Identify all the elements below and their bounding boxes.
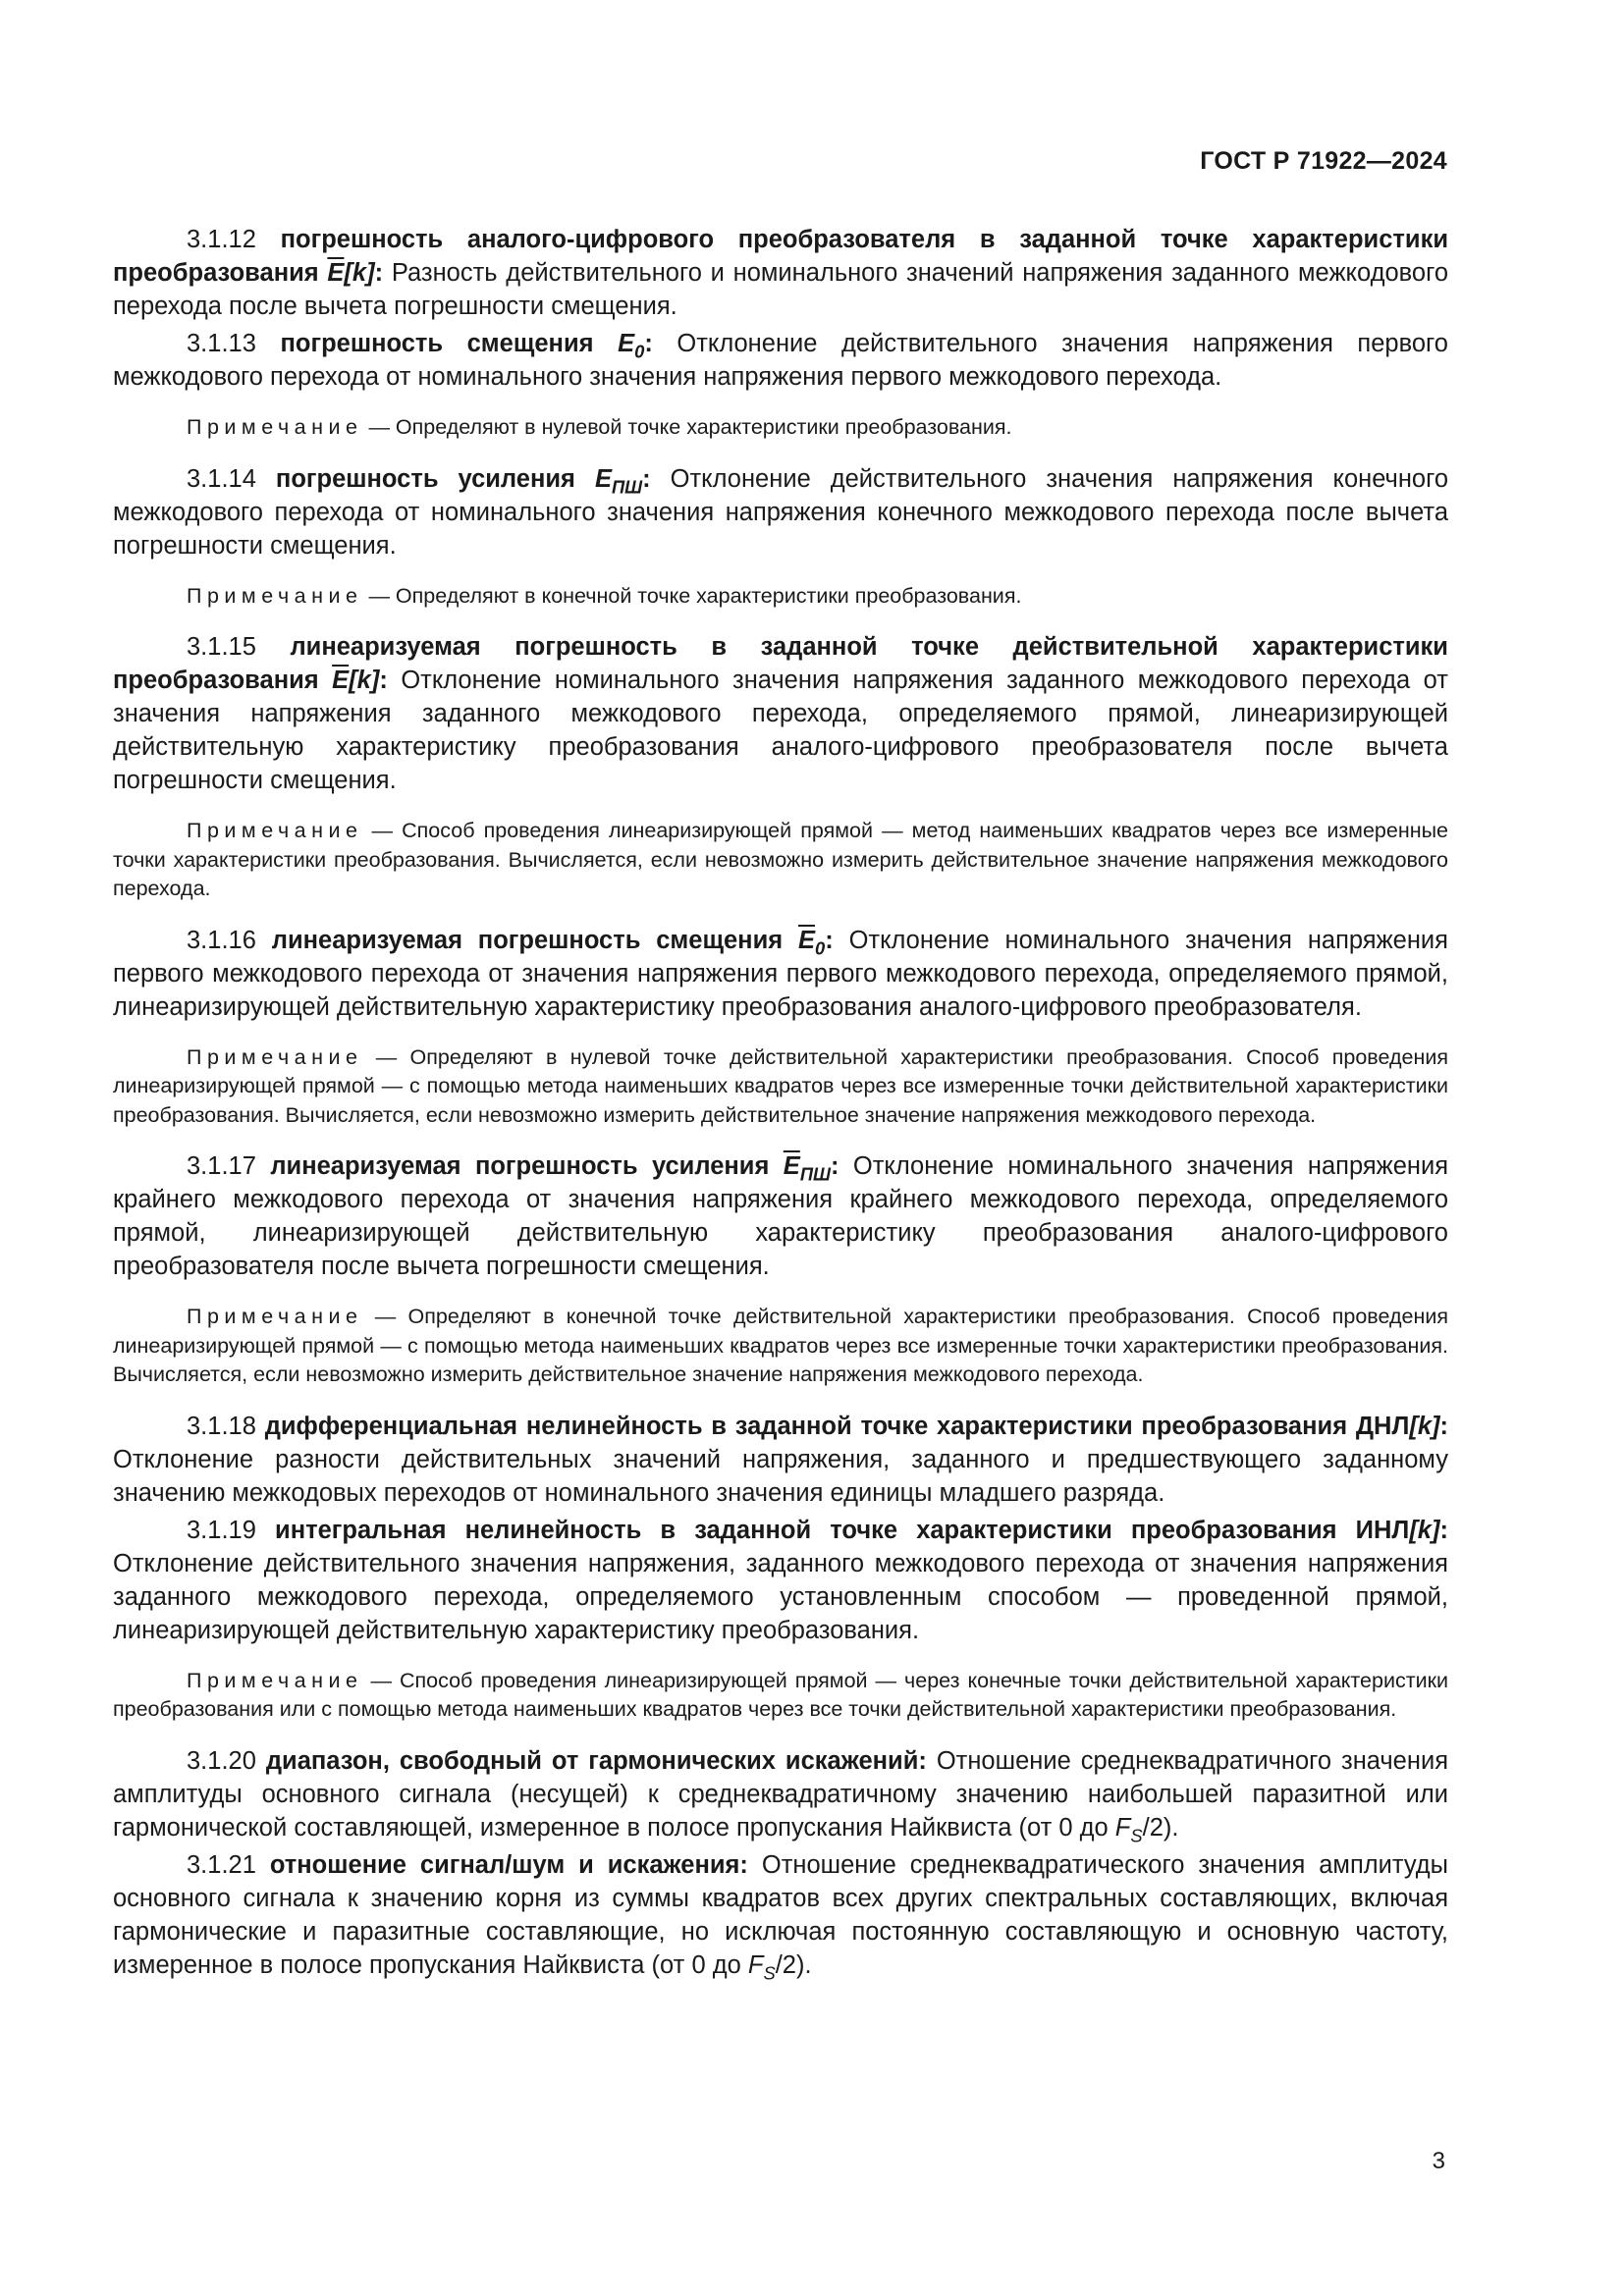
term-number: 3.1.21	[187, 1850, 256, 1879]
note-text: — Способ проведения линеаризирующей прямой — через конечные точки действительной характеристики преобразования или с помощью метода наименьших квадратов через все точки действительной характеристики преобразования.	[113, 1668, 1448, 1721]
term-inline-symbol: F	[1114, 1813, 1131, 1842]
term-symbol: $\overline{E}[k]$	[332, 667, 380, 694]
note-label: Примечание	[187, 415, 363, 439]
term-symbol: $E_{ПШ}$	[594, 464, 643, 497]
term-name: погрешность аналого-цифрового преобразователя в заданной точке характеристики преобразования	[113, 226, 1449, 287]
note	[113, 413, 1448, 443]
note	[113, 1043, 1448, 1131]
term-number: 3.1.12	[187, 226, 256, 253]
note-text: — Определяют в конечной точке характеристики преобразования.	[368, 583, 1022, 608]
term-definition: Отношение среднеквадратического значения амплитуды основного сигнала к значению корня из суммы квадратов всех других спектральных составляющих, включая гармонические и паразитные составляющие, но исключая постоянную составляющую и основную частоту, измеренное в полосе пропускания Найквиста (от 0 до	[113, 1850, 1448, 1979]
term-entry: 3.1.18 дифференциальная нелинейность в заданной точке характеристики преобразования ДНЛ[k]: Отклонение разности действительных значений напряжения, заданного и предшествующего заданному значению межкодовых переходов от номинального значения единицы младшего разряда.	[113, 1412, 1449, 1507]
term-inline-symbol: F	[747, 1950, 764, 1979]
note-label: Примечание	[187, 583, 363, 608]
term-number: 3.1.20	[187, 1746, 256, 1775]
term-entry: 3.1.21 отношение сигнал/шум и искажения: Отношение среднеквадратического значения амплитуды основного сигнала к значению корня из суммы квадратов всех других спектральных составляющих, включая гармонические и паразитные составляющие, но исключая постоянную составляющую и основную частоту, измеренное в полосе пропускания Найквиста (от 0 до $F_S/2$).	[113, 1850, 1448, 1983]
term-definition: Отклонение номинального значения напряжения заданного межкодового перехода от значения напряжения заданного межкодового перехода, определяемого прямой, линеаризирующей действительную характеристику преобразования аналого-цифрового преобразователя после вычета погрешности смещения.	[113, 667, 1448, 794]
term-symbol: $E_0$	[618, 330, 645, 362]
term-name: диапазон, свободный от гармонических искажений	[265, 1746, 919, 1775]
note-label: Примечание	[187, 1668, 363, 1692]
note-text: — Определяют в нулевой точке характеристики преобразования.	[368, 415, 1012, 439]
note	[113, 1303, 1448, 1390]
term-entry: 3.1.19 интегральная нелинейность в заданной точке характеристики преобразования ИНЛ[k]: Отклонение действительного значения напряжения, заданного межкодового перехода от значения напряжения заданного межкодового перехода, определяемого установленным способом — проведенной прямой, линеаризирующей действительную характеристику преобразования.	[113, 1516, 1448, 1644]
term-symbol: $\overline{E}_{ПШ}$	[783, 1152, 831, 1185]
term-definition: Отклонение действительного значения напряжения первого межкодового перехода от номинального значения напряжения первого межкодового перехода.	[113, 330, 1448, 391]
term-definition: Разность действительного и номинального значений напряжения заданного межкодового перехода после вычета погрешности смещения.	[113, 259, 1449, 320]
term-name: интегральная нелинейность в заданной точке характеристики преобразования	[275, 1516, 1337, 1544]
term-entry: 3.1.17 линеаризуемая погрешность усиления $\overline{E}_{ПШ}$: Отклонение номинального значения напряжения крайнего межкодового перехода от значения напряжения крайнего межкодового перехода, определяемого прямой, линеаризирующей действительную характеристику преобразования аналого-цифрового преобразователя после вычета погрешности смещения.	[113, 1152, 1449, 1280]
term-number: 3.1.17	[187, 1152, 256, 1180]
document-body	[113, 223, 1448, 1986]
note-text: — Определяют в нулевой точке действительной характеристики преобразования. Способ проведения линеаризирующей прямой — с помощью метода наименьших квадратов через все измеренные точки действительной характеристики преобразования. Вычисляется, если невозможно измерить действительное значение напряжения межкодового перехода.	[113, 1044, 1448, 1127]
term-name: линеаризуемая погрешность усиления	[270, 1152, 770, 1180]
term-entry: 3.1.15 линеаризуемая погрешность в заданной точке действительной характеристики преобразования $\overline{E}[k]$: Отклонение номинального значения напряжения заданного межкодового перехода от значения напряжения заданного межкодового перехода, определяемого прямой, линеаризирующей действительную характеристику преобразования аналого-цифрового преобразователя после вычета погрешности смещения.	[113, 633, 1448, 794]
term-number: 3.1.19	[187, 1516, 256, 1544]
note	[113, 817, 1448, 904]
term-number: 3.1.18	[187, 1412, 256, 1440]
term-name: отношение сигнал/шум и искажения	[269, 1850, 740, 1879]
term-definition: Отклонение номинального значения напряжения крайнего межкодового перехода от значения напряжения крайнего межкодового перехода, определяемого прямой, линеаризирующей действительную характеристику преобразования аналого-цифрового преобразователя после вычета погрешности смещения.	[113, 1152, 1449, 1280]
term-name: дифференциальная нелинейность в заданной точке характеристики преобразования	[264, 1412, 1348, 1440]
note	[113, 582, 1448, 612]
page-number: 3	[1432, 2148, 1445, 2174]
note-text: — Определяют в конечной точке действительной характеристики преобразования. Способ проведения линеаризирующей прямой — с помощью метода наименьших квадратов через все измеренные точки характеристики преобразования. Вычисляется, если невозможно измерить действительное значение напряжения межкодового перехода.	[113, 1305, 1448, 1386]
term-name: погрешность смещения	[280, 330, 594, 357]
term-symbol: ИНЛ[k]	[1355, 1516, 1440, 1544]
term-entry: 3.1.16 линеаризуемая погрешность смещения $\overline{E}_0$: Отклонение номинального значения напряжения первого межкодового перехода от значения напряжения первого межкодового перехода, определяемого прямой, линеаризирующей действительную характеристику преобразования аналого-цифрового преобразователя.	[113, 926, 1448, 1021]
note	[113, 1667, 1448, 1725]
term-entry: 3.1.12 погрешность аналого-цифрового преобразователя в заданной точке характеристики преобразования $\overline{E}[k]$: Разность действительного и номинального значений напряжения заданного межкодового перехода после вычета погрешности смещения.	[113, 226, 1449, 320]
term-definition: Отношение среднеквадратичного значения амплитуды основного сигнала (несущей) к среднеквадратичному значению наибольшей паразитной или гармонической составляющей, измеренное в полосе пропускания Найквиста (от 0 до	[113, 1746, 1449, 1842]
term-number: 3.1.16	[187, 926, 256, 954]
term-number: 3.1.14	[187, 464, 256, 493]
term-number: 3.1.15	[187, 633, 256, 661]
term-definition: Отклонение действительного значения напряжения, заданного межкодового перехода от значения напряжения заданного межкодового перехода, определяемого установленным способом — проведенной прямой, линеаризирующей действительную характеристику преобразования.	[113, 1549, 1448, 1644]
term-entry: 3.1.13 погрешность смещения $E_0$: Отклонение действительного значения напряжения первого межкодового перехода от номинального значения напряжения первого межкодового перехода.	[113, 330, 1448, 391]
note-label: Примечание	[187, 1305, 363, 1328]
term-entry: 3.1.14 погрешность усиления $E_{ПШ}$: Отклонение действительного значения напряжения конечного межкодового перехода от номинального значения напряжения конечного межкодового перехода после вычета погрешности смещения.	[113, 464, 1449, 560]
note-label: Примечание	[187, 1044, 363, 1069]
term-definition: Отклонение номинального значения напряжения первого межкодового перехода от значения напряжения первого межкодового перехода, определяемого прямой, линеаризирующей действительную характеристику преобразования аналого-цифрового преобразователя.	[113, 926, 1448, 1021]
term-symbol: $\overline{E}_0$	[797, 926, 826, 958]
term-name: линеаризуемая погрешность смещения	[271, 926, 784, 954]
term-entry: 3.1.20 диапазон, свободный от гармонических искажений: Отношение среднеквадратичного значения амплитуды основного сигнала (несущей) к среднеквадратичному значению наибольшей паразитной или гармонической составляющей, измеренное в полосе пропускания Найквиста (от 0 до $F_S/2$).	[113, 1746, 1449, 1845]
term-symbol: $\overline{E}[k]$	[327, 259, 375, 287]
term-symbol: ДНЛ[k]	[1355, 1412, 1440, 1440]
term-name: погрешность усиления	[275, 464, 575, 493]
term-definition: Отклонение разности действительных значений напряжения, заданного и предшествующего заданному значению межкодовых переходов от номинального значения единицы младшего разряда.	[113, 1445, 1448, 1507]
term-name: линеаризуемая погрешность в заданной точке действительной характеристики преобразования	[113, 633, 1448, 694]
note-label: Примечание	[187, 819, 363, 842]
note-text: — Способ проведения линеаризирующей прямой — метод наименьших квадратов через все измеренные точки характеристики преобразования. Вычисляется, если невозможно измерить действительное значение напряжения межкодового перехода.	[113, 819, 1448, 900]
document-header: ГОСТ Р 71922—2024	[1200, 147, 1447, 175]
term-definition: Отклонение действительного значения напряжения конечного межкодового перехода от номинального значения напряжения конечного межкодового перехода после вычета погрешности смещения.	[113, 464, 1449, 560]
term-number: 3.1.13	[187, 330, 256, 357]
